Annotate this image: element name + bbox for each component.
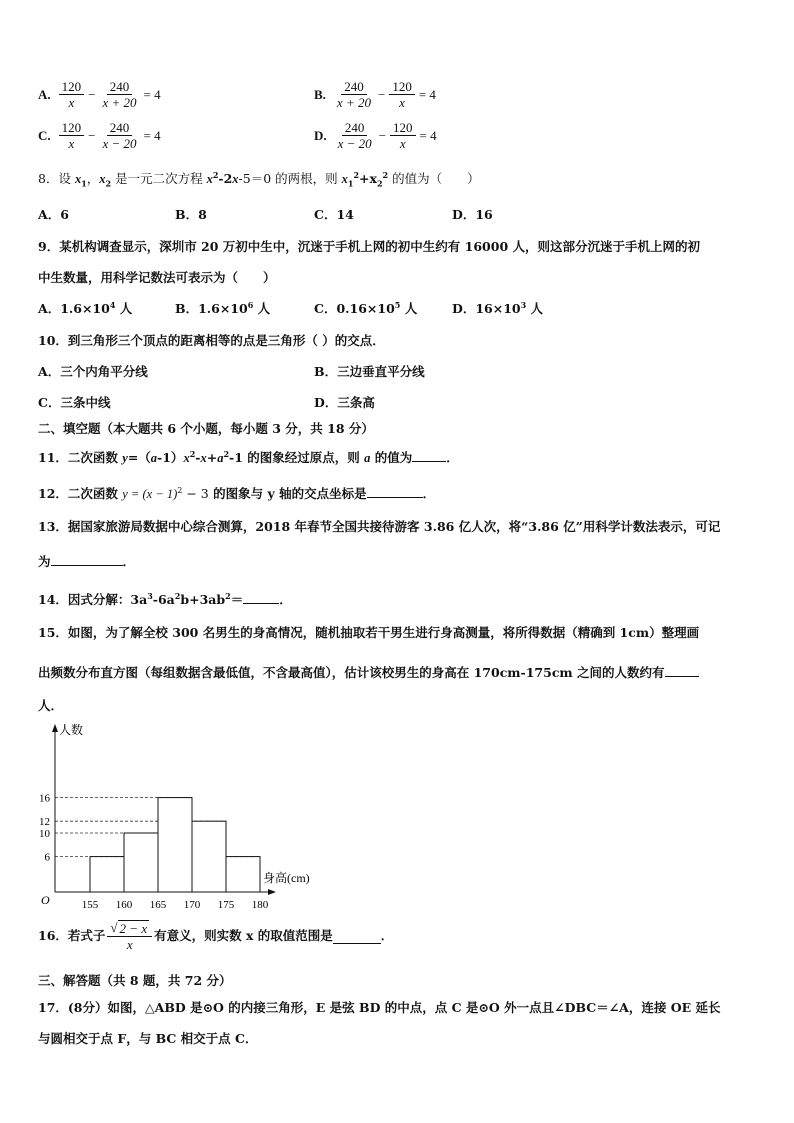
x-tick-label: 180: [251, 899, 269, 910]
x-tick-label: 155: [81, 899, 99, 910]
height-histogram: [30, 720, 340, 910]
q15-line2: 出频数分布直方图（每组数据含最低值，不含最高值），估计该校男生的身高在 170cm-175cm 之间的人数约有: [38, 662, 699, 682]
x-tick-label: 170: [183, 899, 201, 910]
fraction: $\frac{120}{x}$: [390, 120, 416, 151]
q10-option-a: A．三个内角平分线: [38, 364, 148, 379]
answer-blank[interactable]: [665, 662, 699, 677]
q9-option-a: A．$1.6\times 10^4$ 人: [38, 299, 133, 316]
q9-option-b: B．$1.6\times 10^6$ 人: [175, 299, 271, 316]
x-tick-label: 175: [217, 899, 235, 910]
q9-option-c: C．$0.16\times 10^5$ 人: [314, 299, 418, 316]
option-label: A.: [38, 86, 51, 102]
option-label: D.: [314, 127, 327, 143]
origin-label: O: [41, 893, 50, 907]
histogram-bar: [192, 821, 226, 892]
q7-option-d: D. $\frac{240}{x - 20}$ − $\frac{120}{x}$ = 4: [314, 120, 437, 151]
q9-option-d: D．$16\times 10^3$ 人: [452, 299, 544, 316]
q10-option-c: C．三条中线: [38, 395, 111, 410]
y-tick-label: 6: [44, 851, 50, 864]
q8-option-a: A．6: [38, 207, 69, 222]
option-label: C.: [38, 127, 51, 143]
histogram-bar: [158, 798, 192, 892]
q15-line3: 人．: [38, 698, 64, 713]
q15-line1: 15．如图，为了解全校 300 名男生的身高情况，随机抽取若干男生进行身高测量，将所得数据（精确到 1cm）整理画: [38, 625, 700, 640]
radical: √ 2 − x: [107, 920, 152, 937]
fraction: $\frac{120}{x}$: [59, 79, 85, 110]
x-tick-label: 165: [149, 899, 167, 910]
q8-option-b: B．8: [175, 207, 207, 222]
fraction: $\frac{240}{x + 20}$: [336, 79, 371, 110]
x-axis-label: 身高(cm): [263, 871, 310, 885]
q7-option-a: A. $\frac{120}{x}$ − $\frac{240}{x + 20}$ = 4: [38, 79, 161, 110]
answer-blank[interactable]: [243, 589, 279, 604]
x-axis-arrow: [268, 889, 276, 895]
q8-option-d: D．16: [452, 207, 493, 222]
q10-option-b: B．三边垂直平分线: [314, 364, 425, 379]
y-tick-label: 12: [39, 816, 50, 829]
q9-line2: 中生数量，用科学记数法可表示为（ ）: [38, 270, 276, 285]
q17-line2: 与圆相交于点 F，与 BC 相交于点 C．: [38, 1031, 258, 1046]
q7-option-c: C. $\frac{120}{x}$ − $\frac{240}{x - 20}$ = 4: [38, 120, 161, 151]
section-heading: 二、填空题（本大题共 6 个小题，每小题 3 分，共 18 分）: [38, 421, 374, 436]
fraction: $\frac{120}{x}$: [59, 120, 85, 151]
x-tick-label: 160: [115, 899, 133, 910]
histogram-group: [39, 722, 310, 910]
fraction: $\frac{120}{x}$: [389, 79, 415, 110]
q17-line1: 17．(8分）如图，△ABD 是⊙O 的内接三角形，E 是弦 BD 的中点，点 C 是⊙O 外一点且∠DBC＝∠A，连接 OE 延长: [38, 1000, 721, 1015]
q13-line2: 为 ．: [38, 551, 135, 571]
q11-stem: 11．二次函数 $y=(a-1)x^2-x+a^2-1$ 的图象经过原点，则 a 的值为 ．: [38, 448, 459, 465]
answer-blank[interactable]: [412, 447, 446, 462]
answer-blank[interactable]: [51, 551, 123, 566]
answer-blank[interactable]: [367, 483, 423, 498]
option-label: B.: [314, 86, 326, 102]
q8-option-c: C．14: [314, 207, 354, 222]
fraction: $\frac{240}{x + 20}$: [102, 79, 137, 110]
q10-option-d: D．三条高: [314, 395, 375, 410]
q16-stem: 16．若式子 √ 2 − x x 有意义，则实数 x 的取值范围是 ．: [38, 920, 394, 952]
y-axis-arrow: [52, 724, 58, 732]
y-tick-label: 16: [39, 792, 50, 805]
fraction: $\frac{240}{x - 20}$: [102, 120, 137, 151]
section-heading: 三、解答题（共 8 题，共 72 分）: [38, 973, 232, 988]
q9-line1: 9．某机构调查显示，深圳市 20 万初中生中，沉迷于手机上网的初中生约有 16000 人，则这部分沉迷于手机上网的初: [38, 239, 700, 254]
fraction: √ 2 − x x: [107, 920, 152, 952]
q10-stem: 10．到三角形三个顶点的距离相等的点是三角形（ ）的交点．: [38, 333, 385, 348]
y-tick-label: 10: [39, 828, 50, 840]
q7-option-b: B. $\frac{240}{x + 20}$ − $\frac{120}{x}$ = 4: [314, 79, 436, 110]
answer-blank[interactable]: [333, 929, 381, 944]
q12-stem: 12．二次函数 $y = (x - 1)^2 - 3$ 的图象与 y 轴的交点坐标是 ．: [38, 483, 435, 503]
y-axis-label: 人数: [59, 723, 84, 737]
histogram-bar: [124, 833, 158, 892]
q8-stem: 8．设 $x_1$，$x_2$ 是一元二次方程 $x^2-2x-5=0$ 的两根，则 $x_1^2+x_2^2$ 的值为（ ）: [38, 169, 480, 189]
histogram-bar: [90, 857, 124, 892]
histogram-bar: [226, 857, 260, 892]
fraction: $\frac{240}{x - 20}$: [337, 120, 372, 151]
q14-stem: 14．因式分解：$3a^3-6a^2b+3ab^2=$ ．: [38, 590, 292, 607]
q13-line1: 13．据国家旅游局数据中心综合测算，2018 年春节全国共接待游客 3.86 亿人次，将“3.86 亿”用科学计数法表示，可记: [38, 519, 721, 534]
